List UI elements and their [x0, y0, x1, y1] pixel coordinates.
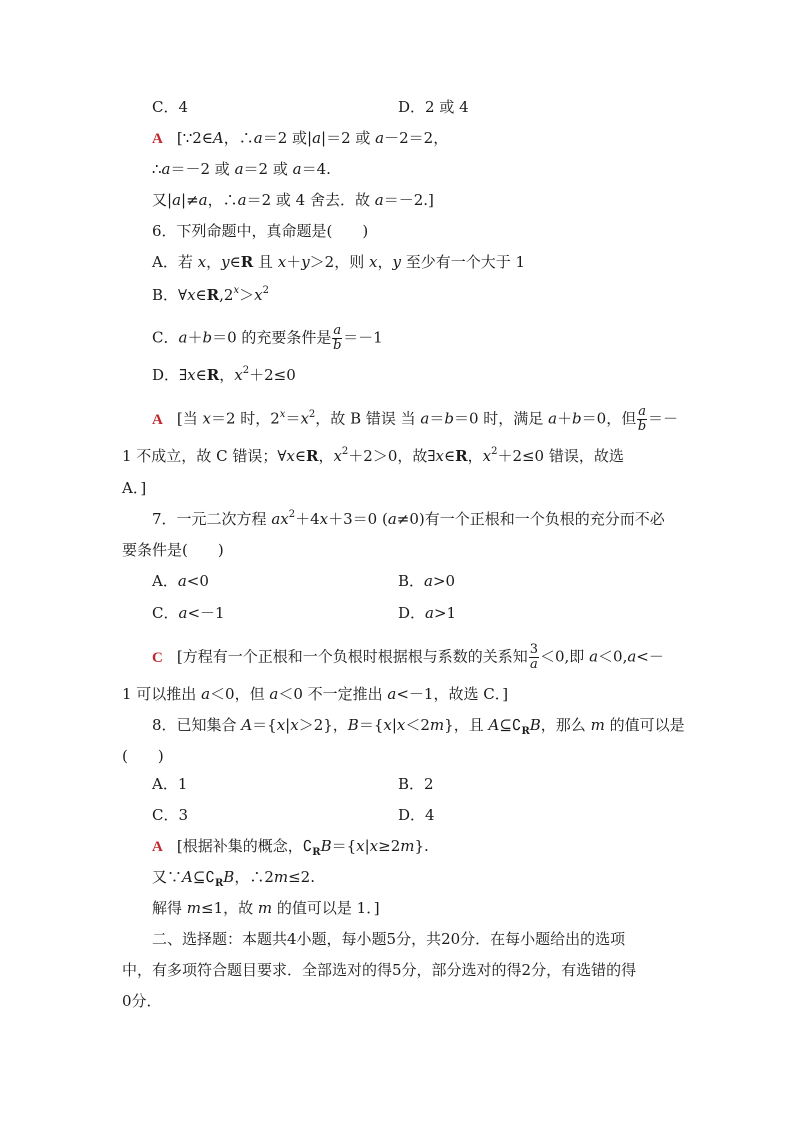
- q8-option-a: A．1: [152, 775, 188, 793]
- q6-option-b: B．$\forall x\in R,2^x>x^2$: [152, 285, 269, 304]
- q7-stem-line-2: 要条件是( ): [122, 541, 224, 559]
- q8-option-d: D．4: [398, 806, 435, 824]
- section2-line-2: 中，有多项符合题目要求．全部选对的得5分，部分选对的得2分，有选错的得: [122, 961, 637, 979]
- q8-solution-line-2: 又$\because A⊆∁_RB$，∴2m≤2.: [152, 868, 315, 889]
- q8-option-b: B．2: [398, 775, 434, 793]
- q6-solution-line-2: 1 不成立，故 C 错误；∀x∈R，$x^2+2>0$，故∃x∈R，$x^2+2\le 0$ 错误，故选: [122, 446, 624, 465]
- q5-option-c: C．4: [152, 98, 189, 116]
- q6-solution-line-1: A [当 x＝2 时，$2^x=x^2$，故 B 错误 当 a＝b＝0 时，满足 a＋b＝0，但 $\frac{a}{b}$ ＝－: [152, 404, 678, 434]
- q7-option-b: B．a>0: [398, 572, 456, 590]
- q6-option-d: D．∃x∈R，$x^2+2\le 0$: [152, 365, 296, 384]
- q7-solution-line-2: 1 可以推出 a＜0，但 a＜0 不一定推出 a<－1，故选 C．]: [122, 685, 509, 703]
- q7-stem-line-1: 7．一元二次方程 $ax^2+4x+3=0$ (a≠0)有一个正根和一个负根的充分而不必: [152, 509, 665, 528]
- q8-solution-line-3: 解得 m≤1，故 m 的值可以是 1．]: [152, 899, 380, 917]
- q8-option-c: C．3: [152, 806, 189, 824]
- q5-answer: A: [152, 131, 163, 147]
- q6-solution-line-3: A．]: [122, 479, 147, 497]
- q7-option-a: A．a<0: [152, 572, 209, 590]
- q5-option-d: D．2 或 4: [398, 98, 469, 116]
- q8-answer: A: [152, 839, 163, 855]
- q7-option-c: C．a<－1: [152, 604, 225, 622]
- q8-stem-line-2: ( ): [122, 747, 164, 765]
- q6-option-a: A．若 x，y∈R 且 x＋y＞2，则 x，y 至少有一个大于 1: [152, 253, 526, 271]
- q5-solution-line-3: 又|a|≠a，∴a＝2 或 4 舍去．故 a＝－2.]: [152, 191, 434, 209]
- q5-solution-line-1: A [∵2∈A，∴a＝2 或|a|＝2 或 a－2＝2，: [152, 129, 449, 147]
- section2-line-3: 0分．: [122, 992, 162, 1010]
- q8-solution-line-1: A [根据补集的概念，$∁_RB=\{x|x\ge 2m\}$.: [152, 837, 429, 858]
- q7-option-d: D．a>1: [398, 604, 457, 622]
- q7-solution-line-1: C [方程有一个正根和一个负根时根据根与系数的关系知 $\frac{3}{a}$ ＜0,即 a＜0,a<－: [152, 642, 664, 672]
- q8-stem-line-1: 8．已知集合 A＝{x|x＞2}，B＝{x|x＜2m}，且 $A⊆∁_RB$，那么 m 的值可以是: [152, 716, 685, 737]
- q6-answer: A: [152, 411, 163, 428]
- q7-answer: C: [152, 649, 163, 666]
- q5-solution-line-2: ∴a＝－2 或 a＝2 或 a＝4.: [152, 160, 331, 178]
- section2-line-1: 二、选择题：本题共4小题，每小题5分，共20分．在每小题给出的选项: [152, 930, 626, 948]
- q6-stem: 6．下列命题中，真命题是( ): [152, 222, 369, 240]
- q6-option-c: C．a＋b＝0 的充要条件是 $\frac{a}{b}$ ＝－1: [152, 323, 383, 353]
